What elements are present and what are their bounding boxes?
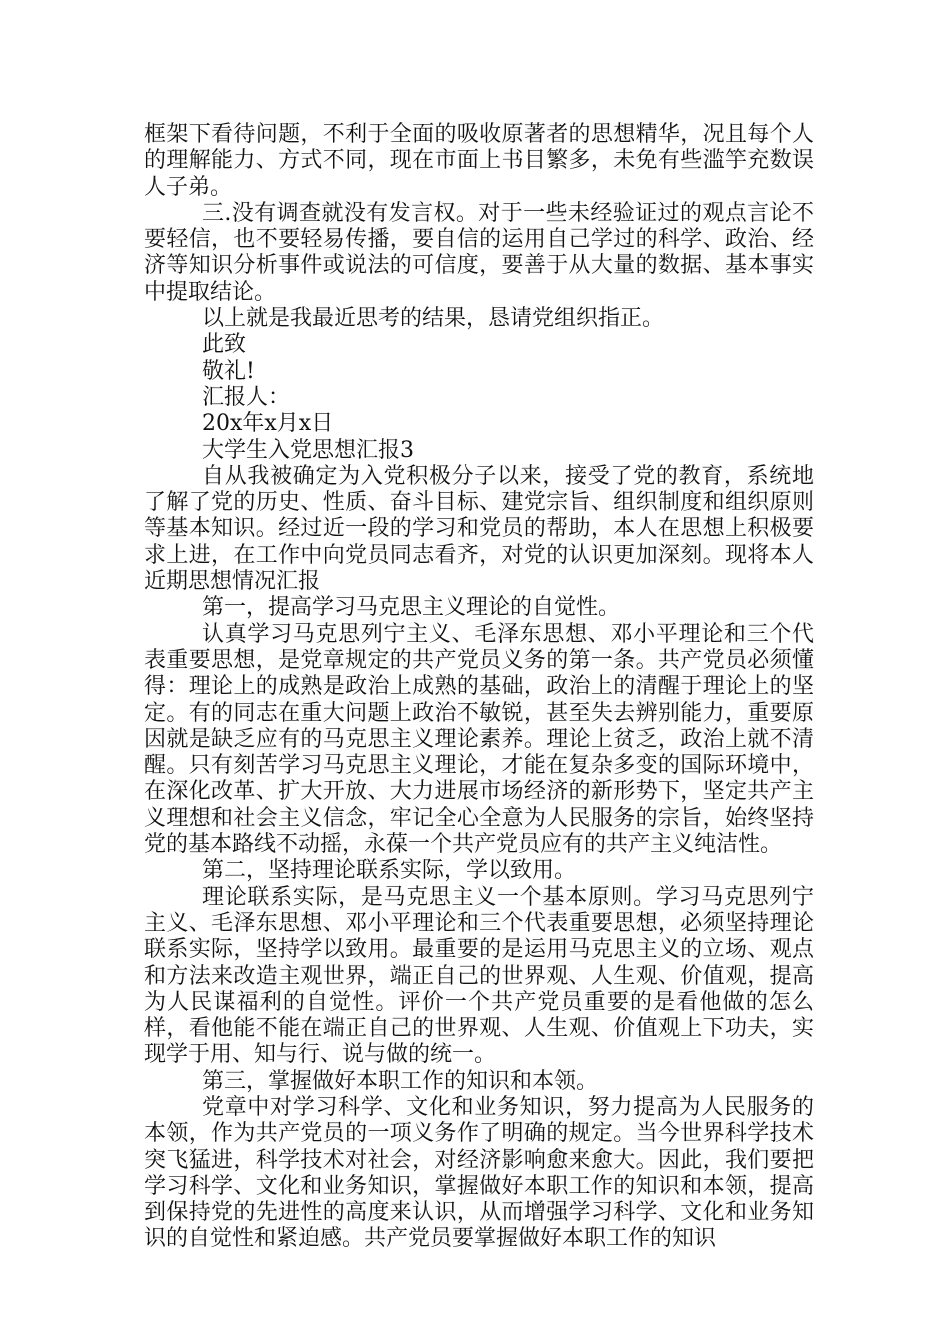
reporter-line: 汇报人： (202, 384, 291, 410)
closing-salutation-1: 此致 (202, 332, 247, 358)
paragraph-1: 框架下看待问题，不利于全面的吸收原著者的思想精华，况且每个人的理解能力、方式不同，现在市面上书目繁多，未免有些滥竽充数误人子弟。 (144, 122, 814, 200)
heading-first: 第一，提高学习马克思主义理论的自觉性。 (202, 595, 621, 621)
date-line: 20x年x月x日 (202, 411, 334, 437)
paragraph-second: 理论联系实际，是马克思主义一个基本原则。学习马克思列宁主义、毛泽东思想、邓小平理论和三个代表重要思想，必须坚持理论联系实际，坚持学以致用。最重要的是运用马克思主义的立场、观点和方法来改造主观世界，端正自己的世界观、人生观、价值观，提高为人民谋福利的自觉性。评价一个共产党员重要的是看他做的怎么样，看他能不能在端正自己的世界观、人生观、价值观上下功夫，实现学于用、知与行、说与做的统一。 (144, 884, 814, 1068)
paragraph-3: 以上就是我最近思考的结果，恳请党组织指正。 (202, 306, 665, 332)
paragraph-third: 党章中对学习科学、文化和业务知识，努力提高为人民服务的本领，作为共产党员的一项义务作了明确的规定。当今世界科学技术突飞猛进，科学技术对社会，对经济影响愈来愈大。因此，我们要把学习科学、文化和业务知识，掌握做好本职工作的知识和本领，提高到保持党的先进性的高度来认识，从而增强学习科学、文化和业务知识的自觉性和紧迫感。共产党员要掌握做好本职工作的知识 (144, 1094, 814, 1252)
paragraph-first: 认真学习马克思列宁主义、毛泽东思想、邓小平理论和三个代表重要思想，是党章规定的共产党员义务的第一条。共产党员必须懂得：理论上的成熟是政治上成熟的基础，政治上的清醒于理论上的坚定。有的同志在重大问题上政治不敏锐，甚至失去辨别能力，重要原因就是缺乏应有的马克思主义理论素养。理论上贫乏，政治上就不清醒。只有刻苦学习马克思主义理论，才能在复杂多变的国际环境中，在深化改革、扩大开放、大力进展市场经济的新形势下，坚定共产主义理想和社会主义信念，牢记全心全意为人民服务的宗旨，始终坚持党的基本路线不动摇，永葆一个共产党员应有的共产主义纯洁性。 (144, 621, 814, 858)
section-title: 大学生入党思想汇报3 (202, 437, 414, 463)
heading-second: 第二，坚持理论联系实际，学以致用。 (202, 858, 577, 884)
document-body (144, 122, 814, 1253)
paragraph-2: 三.没有调查就没有发言权。对于一些未经验证过的观点言论不要轻信，也不要轻易传播，要自信的运用自己学过的科学、政治、经济等知识分析事件或说法的可信度，要善于从大量的数据、基本事实中提取结论。 (144, 200, 814, 305)
closing-salutation-2: 敬礼! (202, 358, 255, 384)
paragraph-intro: 自从我被确定为入党积极分子以来，接受了党的教育，系统地了解了党的历史、性质、奋斗目标、建党宗旨、组织制度和组织原则等基本知识。经过近一段的学习和党员的帮助，本人在思想上积极要求上进，在工作中向党员同志看齐，对党的认识更加深刻。现将本人近期思想情况汇报 (144, 463, 814, 595)
heading-third: 第三，掌握做好本职工作的知识和本领。 (202, 1068, 599, 1094)
